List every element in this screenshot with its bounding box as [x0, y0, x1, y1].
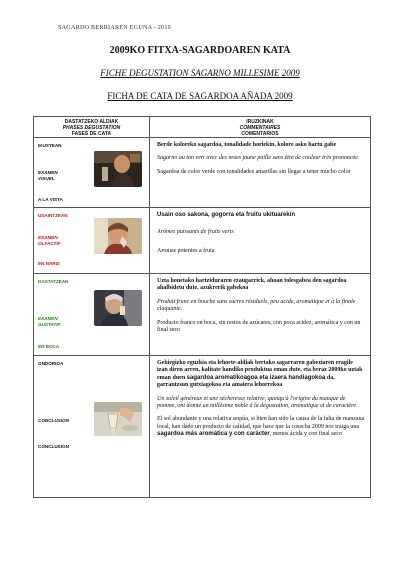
comment-eu: Berde koloreko sagardoa, tonalidade horiekin, kolore asko hartu gabe [157, 142, 337, 148]
phases-header-es: FASES DE CATA [71, 131, 112, 137]
phase-label-fr: CONCLUSION [38, 418, 69, 423]
phase-label-fr: EXAMEN OLFACTIF [38, 235, 61, 246]
tasting-photo-olfactory [94, 218, 142, 254]
comment-es: Sagardoa de color verde con tonalidades amarillas sin llegar a tener mucho color [157, 168, 351, 175]
comment-cell-conclusion [150, 356, 371, 498]
comment-eu: Uzta honetako hartziduraren ezaugarrick, ahoan tolesgabea den sagardoa ahalbidetu dute, azukrerik gabekoa [157, 278, 347, 292]
comment-fr: Sagarno au ton vert avec des notes jaune paille sans être de couleur très prononcée [157, 155, 358, 162]
comment-es: Aromas potentes a fruta [157, 247, 215, 254]
phase-label-eu: ONDORIOA [38, 361, 64, 366]
phases-column-header [34, 117, 150, 138]
tasting-photo-conclusion [94, 402, 142, 436]
phase-label-fr: EXAMEN GUSTATIF [38, 316, 61, 327]
phase-label-eu: IKUSTEAN [38, 143, 62, 148]
table-row [34, 274, 371, 356]
phase-label-es: CONCLUSION [38, 444, 69, 449]
comments-header-es: COMENTARIOS [241, 131, 279, 137]
comments-column-header [150, 117, 371, 138]
title-spanish: FICHA DE CATA DE SAGARDOA AÑADA 2009 [107, 91, 293, 101]
comment-fr: Arômes puissants de fruits verts [157, 229, 234, 236]
page-header: SAGARDO BERRIAREN EGUNA - 2010 [58, 24, 171, 31]
phase-label-fr: EXAMEN VISUEL [38, 170, 58, 181]
phases-header-fr: PHASES DEGUSTATION [62, 125, 121, 131]
comment-es: Producto franco en boca, sin restos de azúcares, con poca acidez, aromática y con un final seco [157, 319, 361, 334]
phase-label-eu: USAINTZEAN [38, 213, 68, 218]
title-basque: 2009KO FITXA-SAGARDOAREN KATA [109, 45, 291, 56]
tasting-photo-gustatory [94, 290, 142, 326]
tasting-table [33, 116, 371, 498]
comment-fr: Un soleil généreux et une sécheresse relative, quoiqu'à l'origine du manque de pomme, ont donné un millésime noble à la dégustation, aromatique et de caractère. [157, 395, 358, 410]
phase-cell-gustatory [34, 274, 150, 356]
tasting-photo-visual [94, 151, 142, 187]
phase-cell-conclusion [34, 356, 150, 498]
table-row [34, 356, 371, 498]
comment-fr: Produit franc en bouche sans sucres résiduels, peu acide, aromatique et à la finale claquante. [157, 298, 356, 313]
comment-cell-visual [150, 138, 371, 208]
comment-es: El sol abundante y una relativa sequía, si bien han sido la causa de la falta de manzana local, han dado un producto de calidad, que hace que la cosecha 2009 nos traiga una sagardoa más aromática y con carácter, menos ácida y con final seco [157, 416, 365, 438]
comments-header-eu: IRUZKINAK [246, 119, 274, 125]
title-french: FICHE DEGUSTATION SAGARNO MILLESIME 2009 [100, 68, 300, 78]
comment-eu: Gehiegizko eguzkia eta lehorte-aldiak bertako sagarraren gabeziaren eragile izan diren arren, kalitate handiko produktua eman dute, eta beraz 2009ko uztak eman duen sagardoa aromatikoagoa eta izaera handiagokoa da, garrantzsun gutxiagokoa eta amaiera lehorrekoa [157, 360, 363, 389]
phases-header-eu: DASTATZEKO ALDIAK [64, 119, 119, 125]
phase-label-eu: DASTATZEAN [38, 279, 69, 284]
phase-cell-olfactory [34, 208, 150, 274]
phase-label-es: EN BOCA [38, 344, 60, 349]
comments-header-fr: COMMENTAIRES [239, 125, 281, 131]
table-row [34, 208, 371, 274]
table-row [34, 138, 371, 208]
phase-label-es: A LA VISTA [38, 197, 63, 202]
table-header-row [34, 117, 371, 138]
comment-cell-olfactory [150, 208, 371, 274]
comment-eu: Usain oso sakona, gogorra eta fruitu ukituarekin [157, 212, 296, 218]
comment-cell-gustatory [150, 274, 371, 356]
phase-label-es: EN NARIZ [38, 261, 60, 266]
phase-cell-visual [34, 138, 150, 208]
